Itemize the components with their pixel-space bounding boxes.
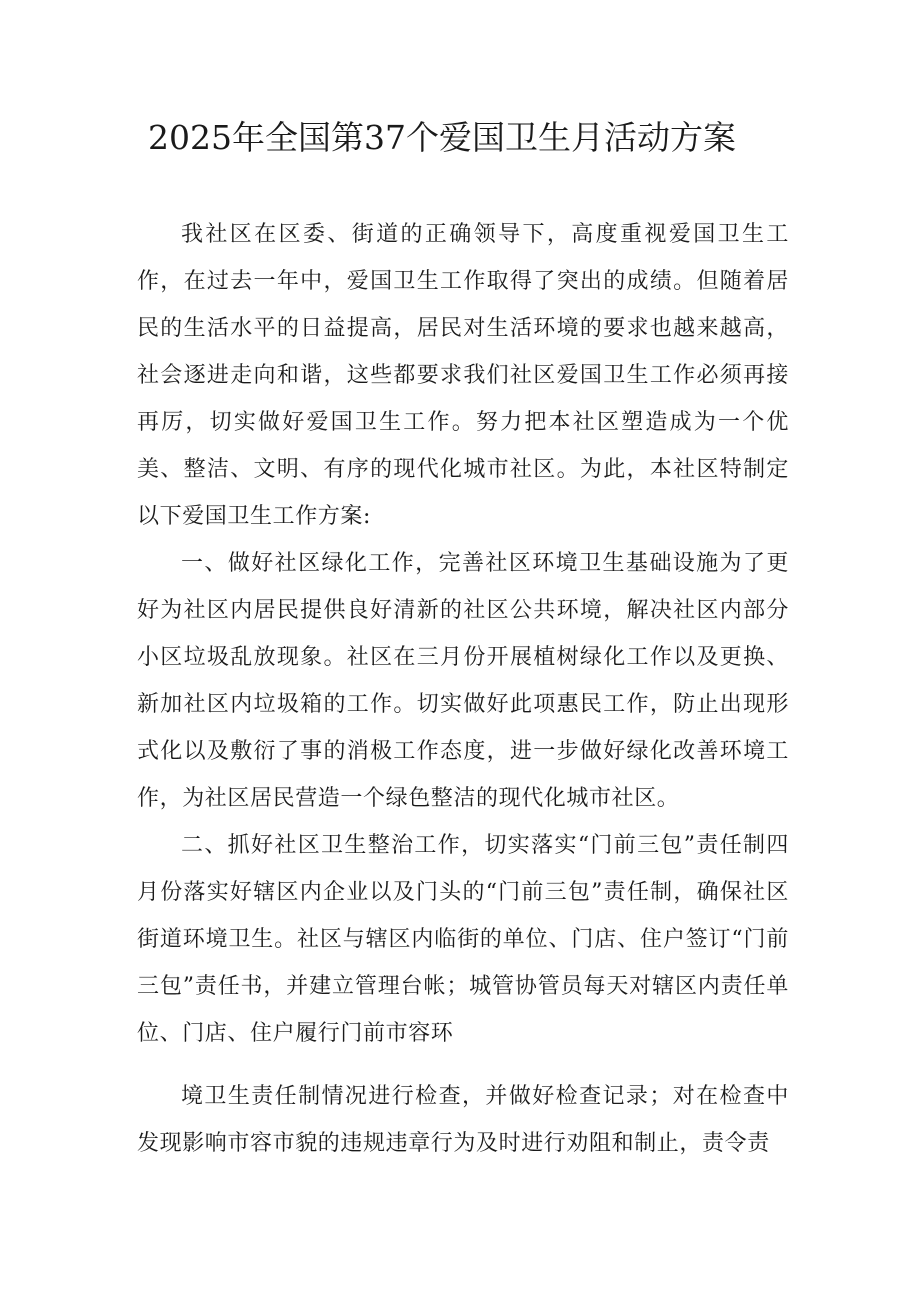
- paragraph-section-one: 一、做好社区绿化工作，完善社区环境卫生基础设施为了更好为社区内居民提供良好清新的社区公共环境，解决社区内部分小区垃圾乱放现象。社区在三月份开展植树绿化工作以及更换、新加社区内垃圾箱的工作。切实做好此项惠民工作，防止出现形式化以及敷衍了事的消极工作态度，进一步做好绿化改善环境工作，为社区居民营造一个绿色整洁的现代化城市社区。: [137, 551, 789, 811]
- document-title: 2025年全国第37个爱国卫生月活动方案: [148, 118, 736, 157]
- paragraph-section-two: 二、抓好社区卫生整治工作，切实落实“门前三包”责任制四月份落实好辖区内企业以及门头的“门前三包”责任制，确保社区街道环境卫生。社区与辖区内临街的单位、门店、住户签订“门前三包”责任书，并建立管理台帐；城管协管员每天对辖区内责任单位、门店、住户履行门前市容环: [137, 833, 789, 1046]
- paragraph-intro: 我社区在区委、街道的正确领导下，高度重视爱国卫生工作，在过去一年中，爱国卫生工作取得了突出的成绩。但随着居民的生活水平的日益提高，居民对生活环境的要求也越来越高，社会逐进走向和谐，这些都要求我们社区爱国卫生工作必须再接再厉，切实做好爱国卫生工作。努力把本社区塑造成为一个优美、整洁、文明、有序的现代化城市社区。为此，本社区特制定以下爱国卫生工作方案:: [137, 222, 789, 529]
- document-body: [137, 211, 789, 1167]
- paragraph-section-two-continued: 境卫生责任制情况进行检查，并做好检查记录；对在检查中发现影响市容市貌的违规违章行为及时进行劝阻和制止，责令责: [137, 1084, 789, 1156]
